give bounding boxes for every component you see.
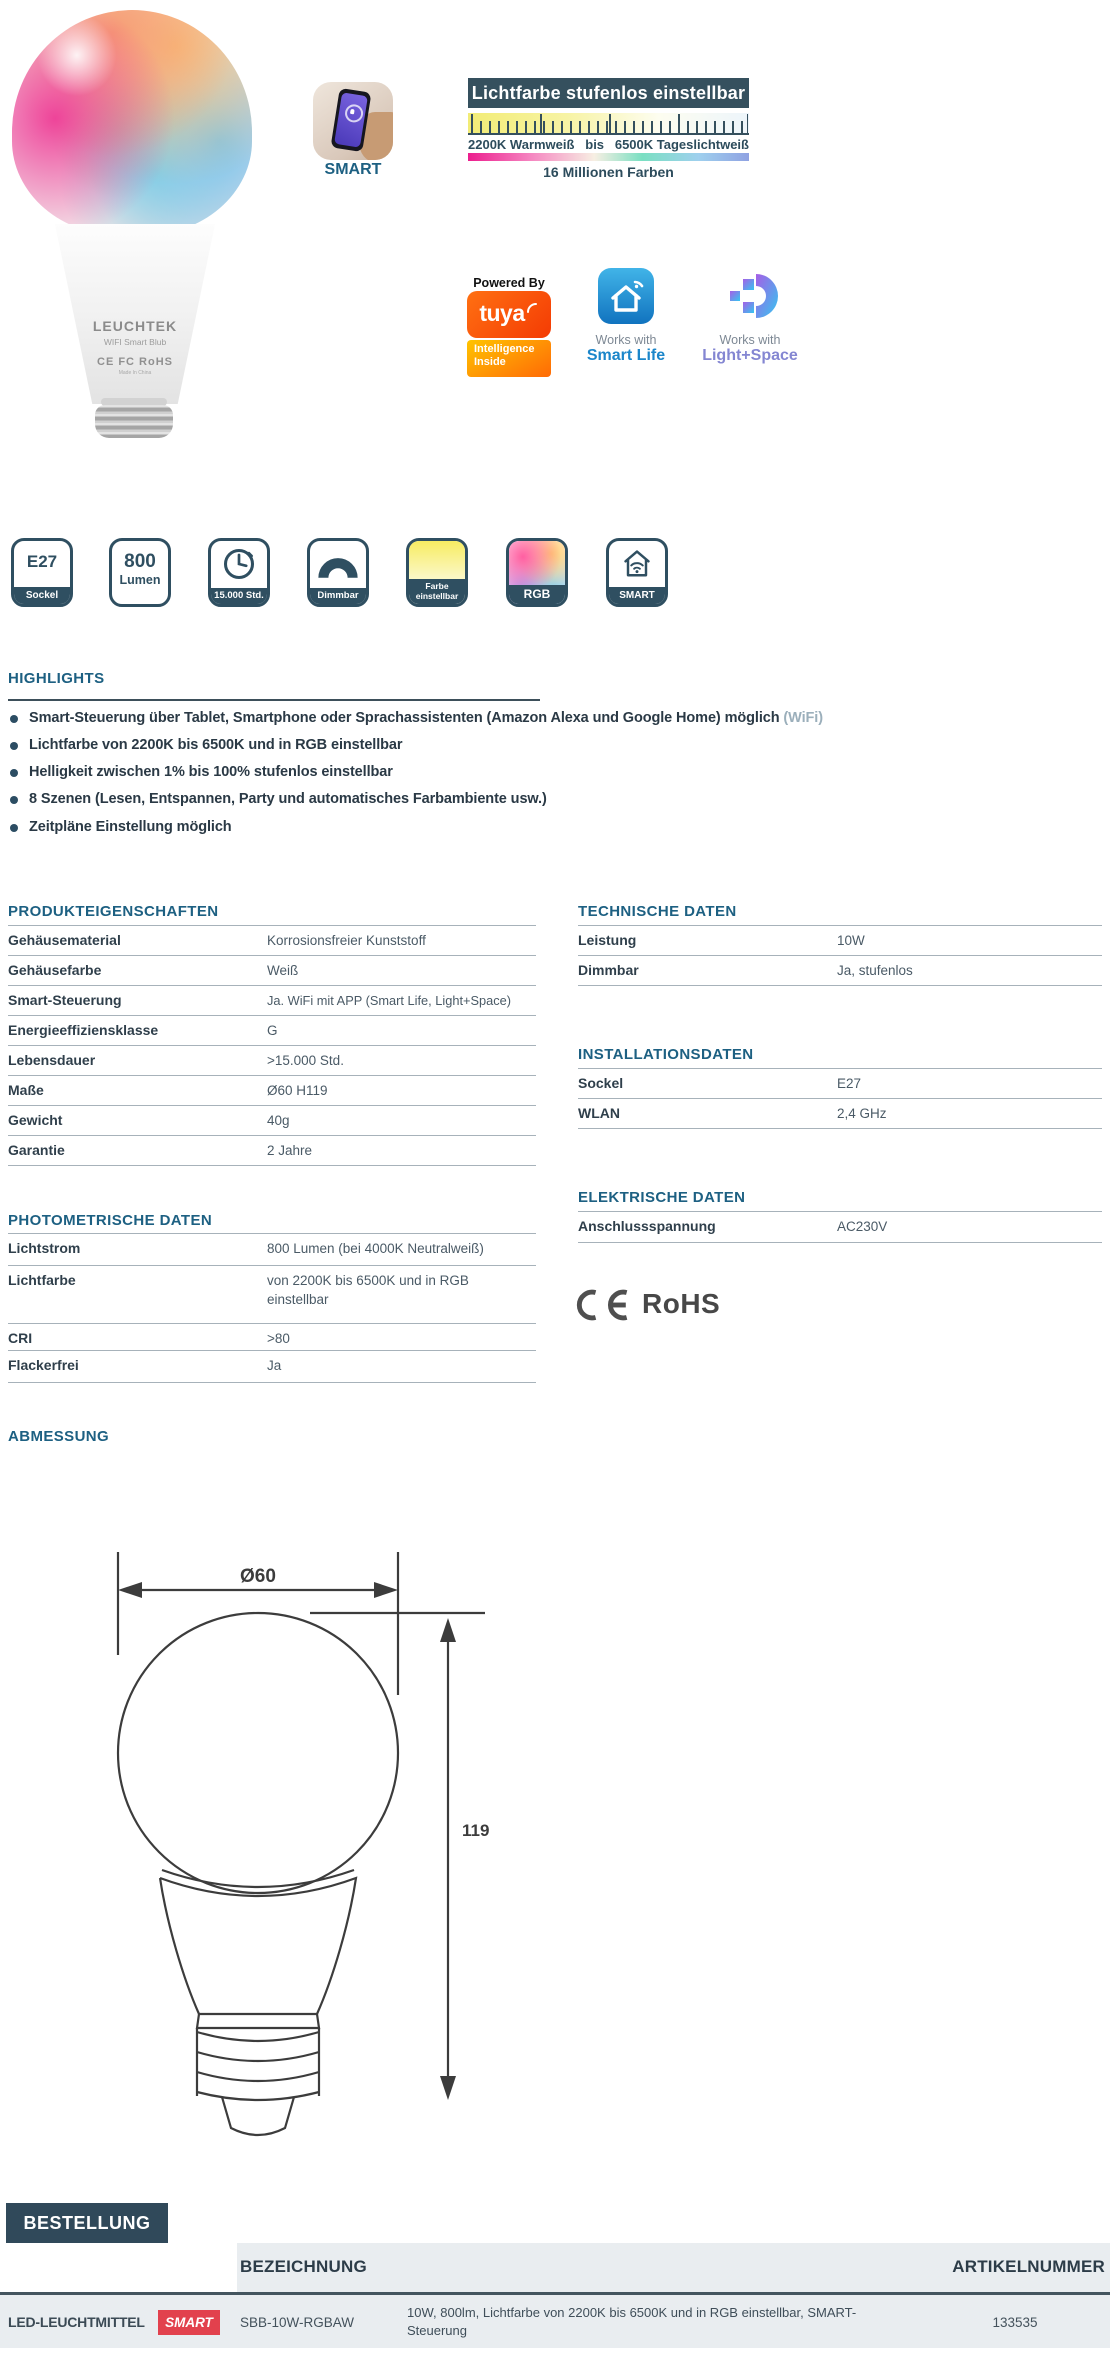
badge-e27-sockel	[11, 538, 73, 607]
smart-badge: SMART	[158, 2310, 220, 2335]
highlight-item	[10, 710, 1080, 726]
powered-by-label: Powered By	[473, 276, 545, 290]
table-row	[578, 926, 1102, 956]
table-row	[8, 1076, 536, 1106]
row-value: Ø60 H119	[267, 1083, 328, 1098]
row-value: 800 Lumen (bei 4000K Neutralweiß)	[267, 1241, 484, 1256]
row-value: >15.000 Std.	[267, 1053, 344, 1068]
order-table-header	[0, 2243, 1110, 2292]
scale-label-daylight: 6500K Tageslichtweiß	[614, 137, 749, 152]
header-left-spacer	[0, 2243, 237, 2292]
works-with-light-space	[700, 268, 800, 365]
row-value: >80	[267, 1331, 290, 1346]
order-article-number: 133535	[992, 2314, 1038, 2330]
installationsdaten-table	[578, 1068, 1102, 1129]
smart-app-photo-icon	[313, 82, 393, 160]
row-label: Gewicht	[8, 1112, 63, 1128]
million-colors-caption: 16 Millionen Farben	[543, 164, 674, 180]
order-table-row	[0, 2295, 1110, 2348]
technische-daten-title: TECHNISCHE DATEN	[578, 903, 737, 920]
dimension-drawing	[70, 1540, 500, 2155]
clock-icon	[221, 546, 257, 582]
badge-farbe-band: Farbe einstellbar	[409, 579, 465, 604]
table-row	[8, 1136, 536, 1166]
dimmer-gauge-icon	[317, 550, 359, 580]
height-dimension-label: 119	[462, 1821, 490, 1840]
table-row	[578, 1099, 1102, 1129]
badge-800-text: 800	[124, 551, 156, 572]
bullet-icon	[10, 796, 18, 804]
highlight-text: Helligkeit zwischen 1% bis 100% stufenlos einstellbar	[29, 764, 393, 780]
row-value: Korrosionsfreier Kunststoff	[267, 933, 426, 948]
badge-rgb-band: RGB	[509, 585, 565, 604]
table-row	[578, 1069, 1102, 1099]
row-label: Maße	[8, 1082, 44, 1098]
table-row	[578, 1212, 1102, 1243]
row-label: Smart-Steuerung	[8, 992, 122, 1008]
bulb-print-certs: CE FC RoHS	[97, 356, 173, 368]
works-with-smart-life	[576, 268, 676, 365]
row-value: von 2200K bis 6500K und in RGB einstellbar	[267, 1273, 469, 1307]
row-label: Gehäusefarbe	[8, 962, 102, 978]
row-label: Lichtfarbe	[8, 1272, 76, 1288]
tick-marks-tall	[471, 114, 748, 133]
bulb-print-line2: WIFI Smart Blub	[103, 337, 167, 347]
bulb-glyph-icon	[350, 109, 355, 115]
highlight-text: Lichtfarbe von 2200K bis 6500K und in RGB einstellbar	[29, 737, 403, 753]
badge-lifetime	[208, 538, 270, 607]
row-label: Energieeffiziensklasse	[8, 1022, 159, 1038]
smart-app-label: SMART	[324, 161, 382, 178]
highlight-item	[10, 819, 1080, 835]
photometrische-daten-title: PHOTOMETRISCHE DATEN	[8, 1212, 213, 1229]
row-value: Weiß	[267, 963, 299, 978]
order-model: SBB-10W-RGBAW	[240, 2314, 355, 2330]
smart-life-icon	[598, 268, 654, 324]
ce-mark-icon	[568, 1286, 632, 1324]
badge-farbe-einstellbar	[406, 538, 468, 607]
tuya-signal-icon	[526, 301, 539, 314]
badge-800-lumen	[109, 538, 171, 607]
row-value: Ja, stufenlos	[837, 963, 913, 978]
row-label: Leistung	[578, 932, 637, 948]
diameter-dimension-label: Ø60	[240, 1566, 276, 1587]
scale-label-warm: 2200K Warmweiß	[468, 137, 575, 152]
bulb-print-brand: LEUCHTEK	[92, 318, 178, 334]
badge-lumen-text: Lumen	[119, 573, 161, 587]
highlight-text: 8 Szenen (Lesen, Entspannen, Party und automatisches Farbambiente usw.)	[29, 791, 547, 807]
row-label: Lichtstrom	[8, 1240, 81, 1256]
row-value: E27	[837, 1076, 862, 1091]
table-row	[8, 1351, 536, 1383]
badge-e27-text: E27	[26, 552, 58, 571]
row-value: Ja	[267, 1358, 282, 1373]
bullet-icon	[10, 742, 18, 750]
kelvin-scale-labels	[468, 137, 749, 152]
column-artikelnummer: ARTIKELNUMMER	[952, 2257, 1105, 2276]
badge-smart	[606, 538, 668, 607]
row-value: 2 Jahre	[267, 1143, 313, 1158]
row-value: AC230V	[837, 1219, 888, 1234]
row-label: Flackerfrei	[8, 1357, 79, 1373]
smart-life-label: Smart Life	[586, 347, 666, 364]
row-label: Gehäusematerial	[8, 932, 121, 948]
row-label: Sockel	[578, 1075, 624, 1091]
light-space-label: Light+Space	[702, 347, 798, 364]
highlight-item	[10, 791, 1080, 807]
table-row	[8, 1046, 536, 1076]
smart-house-wifi-icon	[618, 545, 656, 581]
scale-label-bis: bis	[585, 137, 605, 152]
table-row	[8, 1016, 536, 1046]
order-description: 10W, 800lm, Lichtfarbe von 2200K bis 6500K und in RGB einstellbar, SMART-Steuerung	[407, 2304, 857, 2339]
product-photo	[0, 0, 270, 445]
installationsdaten-title: INSTALLATIONSDATEN	[578, 1046, 754, 1063]
highlight-suffix: (WiFi)	[783, 710, 823, 726]
row-value: 2,4 GHz	[837, 1106, 887, 1121]
bullet-icon	[10, 769, 18, 777]
row-label: Garantie	[8, 1142, 65, 1158]
technische-daten-table	[578, 925, 1102, 986]
tuya-logo	[467, 291, 551, 338]
table-row	[8, 956, 536, 986]
produkteigenschaften-title: PRODUKTEIGENSCHAFTEN	[8, 903, 219, 920]
table-row	[8, 926, 536, 956]
row-label: Anschlussspannung	[578, 1218, 716, 1234]
badge-dimmbar	[307, 538, 369, 607]
elektrische-daten-title: ELEKTRISCHE DATEN	[578, 1189, 746, 1206]
abmessung-title: ABMESSUNG	[8, 1428, 110, 1445]
tuya-wordmark: tuya	[479, 300, 525, 326]
bulb-rgb-dome	[12, 10, 252, 236]
works-with-label: Works with	[719, 333, 781, 347]
photometrische-daten-table	[8, 1233, 536, 1383]
row-value: 10W	[837, 933, 865, 948]
row-value: 40g	[267, 1113, 290, 1128]
row-label: CRI	[8, 1330, 33, 1346]
light-space-icon	[722, 268, 778, 324]
rgb-gradient-bar	[468, 153, 749, 161]
phone-screen	[334, 92, 368, 147]
badge-sockel-band: Sockel	[14, 587, 70, 604]
table-row	[578, 956, 1102, 986]
bullet-icon	[10, 824, 18, 832]
bullet-icon	[10, 715, 18, 723]
bulb-body	[46, 224, 224, 404]
rohs-label: RoHS	[642, 1288, 721, 1319]
elektrische-daten-table	[578, 1211, 1102, 1243]
bestellung-title: BESTELLUNG	[6, 2203, 168, 2243]
badge-dimmbar-band: Dimmbar	[310, 588, 366, 604]
highlight-text: Zeitpläne Einstellung möglich	[29, 819, 232, 835]
highlight-item	[10, 764, 1080, 780]
bulb-screw-base	[95, 405, 173, 438]
kelvin-tick-scale	[468, 113, 749, 135]
table-row	[8, 1234, 536, 1266]
table-row	[8, 1266, 536, 1324]
row-label: Lebensdauer	[8, 1052, 96, 1068]
table-row	[8, 1324, 536, 1351]
row-value: G	[267, 1023, 278, 1038]
table-row	[8, 986, 536, 1016]
highlight-text: Smart-Steuerung über Tablet, Smartphone oder Sprachassistenten (Amazon Alexa und Google Home) möglich	[29, 710, 780, 726]
column-bezeichnung: BEZEICHNUNG	[240, 2257, 367, 2276]
highlights-rule	[8, 699, 540, 701]
badge-lifetime-band: 15.000 Std.	[211, 588, 267, 604]
table-row	[8, 1106, 536, 1136]
order-category: LED-LEUCHTMITTEL	[8, 2313, 145, 2330]
row-label: Dimmbar	[578, 962, 639, 978]
badge-rgb	[506, 538, 568, 607]
works-with-label: Works with	[595, 333, 657, 347]
highlights-title: HIGHLIGHTS	[8, 670, 105, 687]
produkteigenschaften-table	[8, 925, 536, 1166]
color-panel-title: Lichtfarbe stufenlos einstellbar	[468, 78, 749, 108]
highlight-item	[10, 737, 1080, 753]
badge-smart-band: SMART	[609, 587, 665, 604]
row-value: Ja. WiFi mit APP (Smart Life, Light+Space)	[267, 993, 512, 1008]
tuya-tagline: Intelligence Inside	[467, 340, 551, 377]
row-label: WLAN	[578, 1105, 620, 1121]
bulb-print-origin: Made In China	[118, 370, 152, 376]
